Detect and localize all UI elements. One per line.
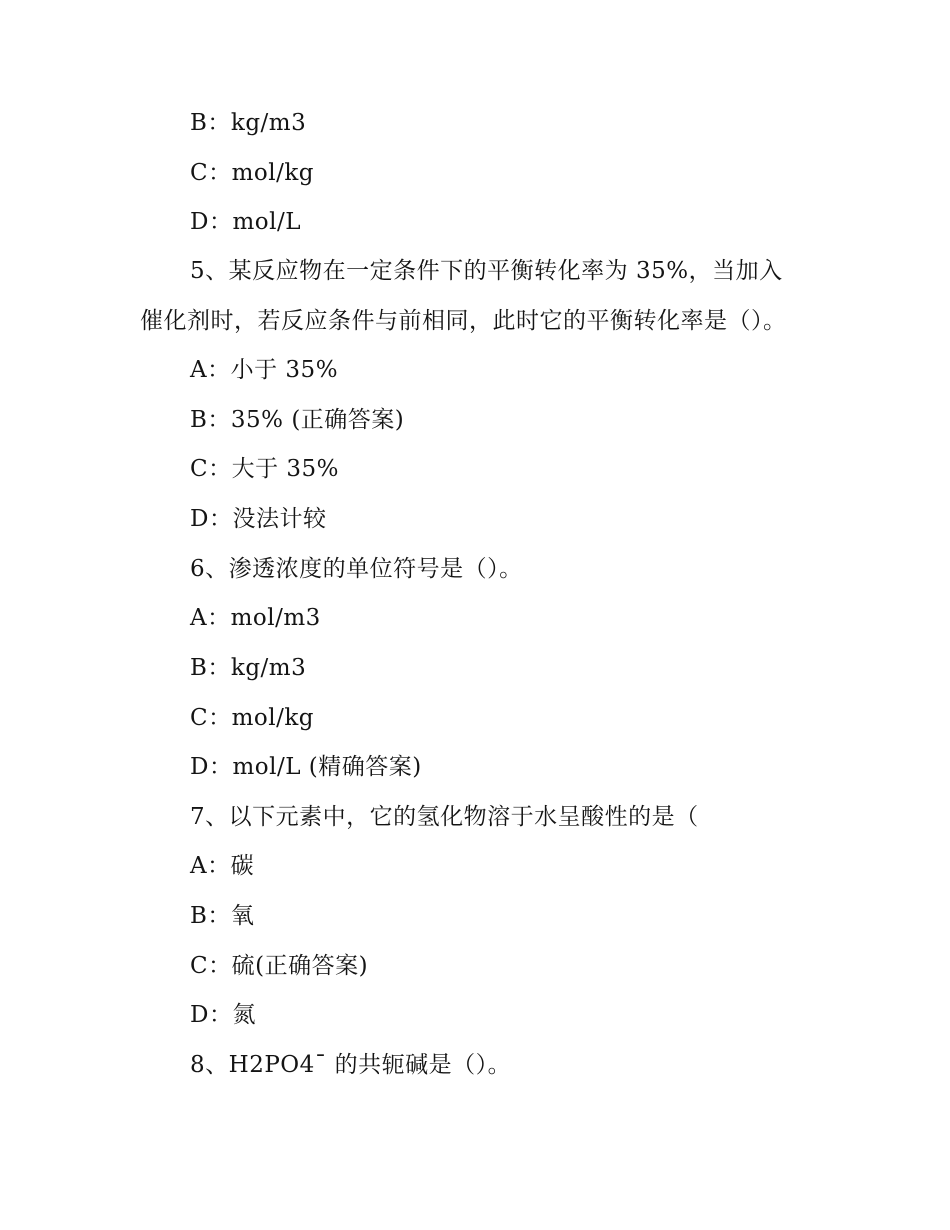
option-c-q7: C：硫(正确答案)	[190, 953, 369, 979]
question-5-line-1: 5、某反应物在一定条件下的平衡转化率为 35%，当加入	[190, 258, 783, 284]
option-c-q6: C：mol/kg	[190, 705, 315, 731]
option-b-q6: B：kg/m3	[190, 655, 307, 681]
option-b-q4: B：kg/m3	[190, 110, 307, 136]
option-d-q4: D：mol/L	[190, 209, 301, 235]
option-c-q4: C：mol/kg	[190, 160, 315, 186]
option-a-q6: A：mol/m3	[190, 605, 321, 631]
question-8: 8、H2PO4ˉ 的共轭碱是（）。	[190, 1052, 512, 1078]
question-7: 7、以下元素中，它的氢化物溶于水呈酸性的是（	[190, 804, 699, 830]
option-d-q7: D：氮	[190, 1002, 256, 1028]
option-c-q5: C：大于 35%	[190, 456, 340, 482]
option-b-q7: B：氧	[190, 903, 255, 929]
option-b-q5: B：35% (正确答案)	[190, 407, 405, 433]
option-d-q6: D：mol/L (精确答案)	[190, 754, 422, 780]
option-a-q7: A：碳	[190, 853, 255, 879]
option-d-q5: D：没法计较	[190, 506, 327, 532]
question-6: 6、渗透浓度的单位符号是（）。	[190, 556, 523, 582]
question-5-line-2: 催化剂时，若反应条件与前相同，此时它的平衡转化率是（）。	[140, 308, 787, 334]
option-a-q5: A：小于 35%	[190, 357, 339, 383]
